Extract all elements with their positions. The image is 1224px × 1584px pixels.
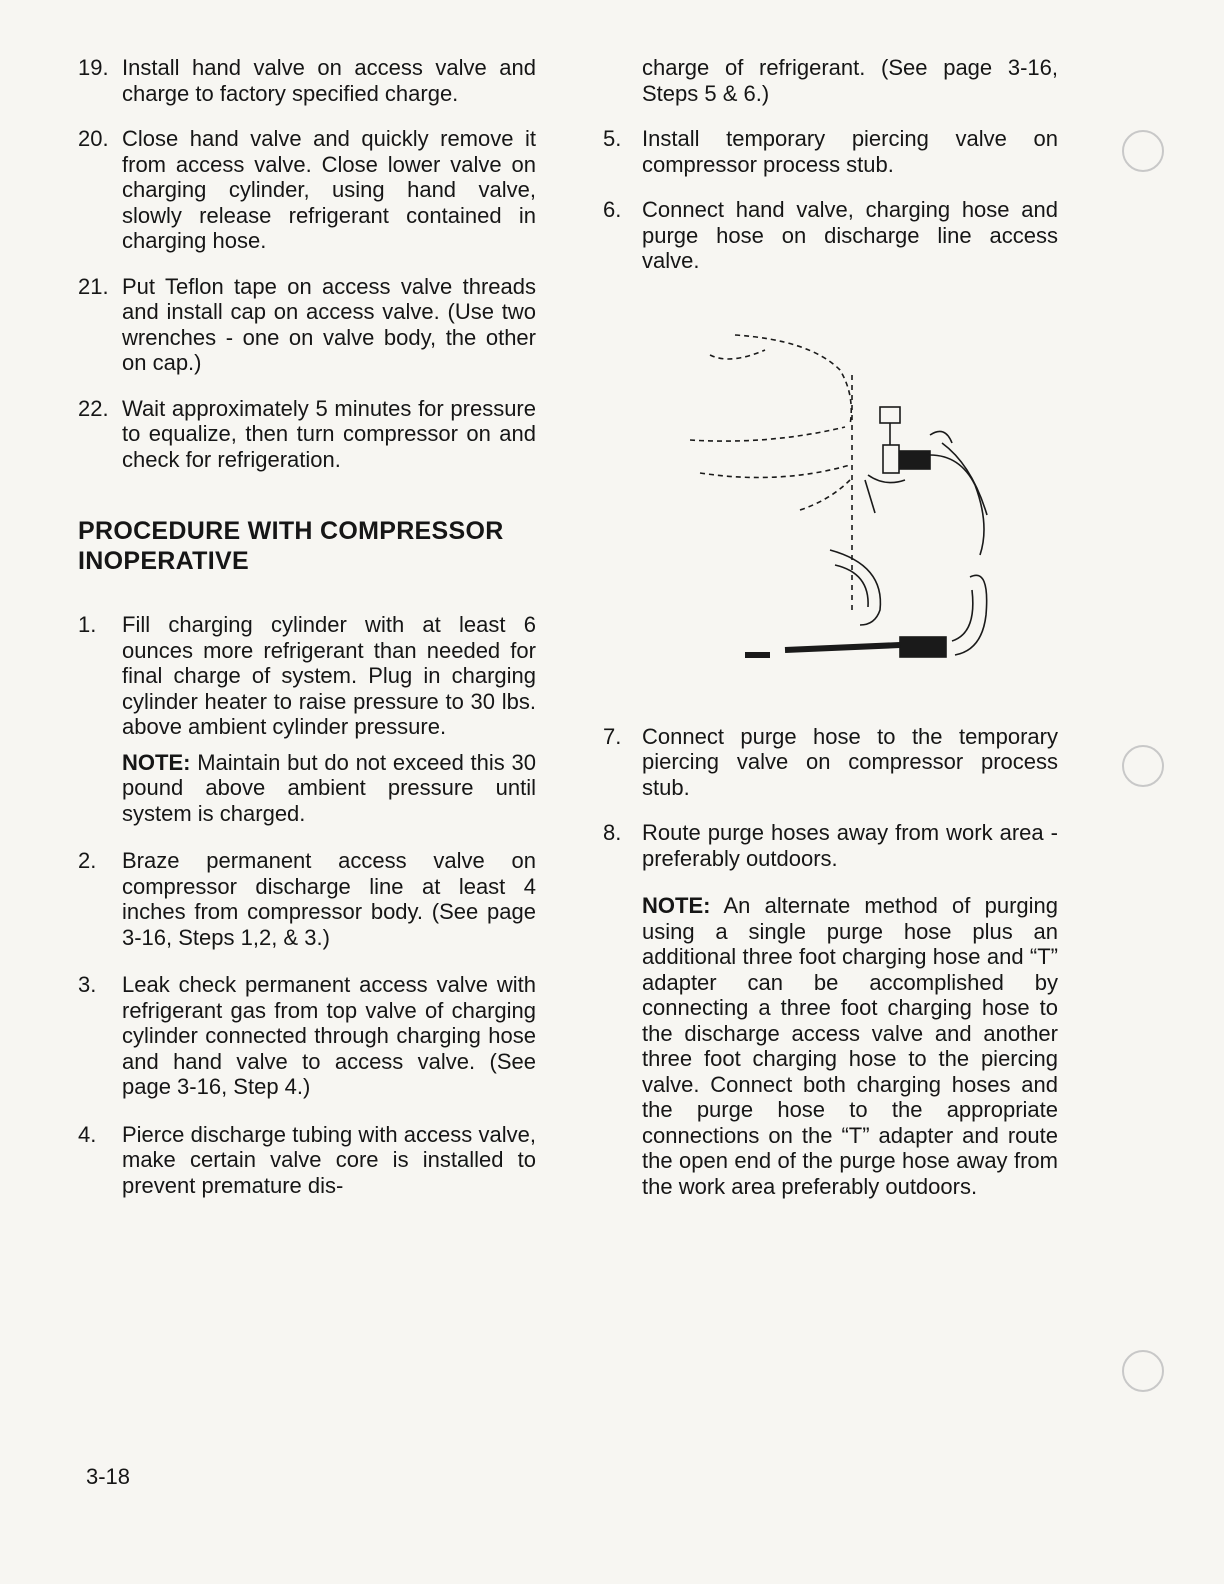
- step-number: 1.: [78, 612, 97, 637]
- step-number: 5.: [603, 126, 622, 151]
- procedure-step-3: [78, 972, 536, 1100]
- purge-hose: [955, 575, 987, 655]
- valve-handle: [880, 407, 900, 423]
- note-label: NOTE:: [122, 749, 191, 775]
- hose-end: [930, 431, 952, 443]
- procedure-step-8: [598, 820, 1058, 871]
- step-number: 19.: [78, 55, 109, 80]
- procedure-step-6: [598, 197, 1058, 274]
- continuation-text: charge of refrigerant. (See page 3-16, Steps 5 & 6.): [642, 55, 1058, 106]
- step-21: [78, 274, 536, 376]
- purge-hose-tube: [785, 645, 900, 650]
- step-number: 6.: [603, 197, 622, 222]
- note-pressure: [78, 750, 536, 827]
- step-text: Install temporary piercing valve on compressor process stub.: [642, 126, 1058, 177]
- access-valve: [868, 475, 905, 483]
- note-label: NOTE:: [642, 893, 711, 918]
- step-number: 3.: [78, 972, 97, 997]
- step-number: 20.: [78, 126, 109, 151]
- step-number: 2.: [78, 848, 97, 873]
- step-text: Close hand valve and quickly remove it from access valve. Close lower valve on charging cylinder, using hand valve, slowly release refrigerant contained in charging hose.: [122, 126, 536, 253]
- process-stub-curve: [830, 550, 880, 625]
- punch-hole: [1122, 745, 1164, 787]
- charging-hose: [930, 455, 984, 555]
- purge-hose: [952, 590, 973, 641]
- step-number: 7.: [603, 723, 622, 749]
- step-19: [78, 55, 536, 106]
- tubing-outline-dashed: [735, 335, 851, 425]
- step-text: Pierce discharge tubing with access valve, make certain valve core is installed to prevent premature dis-: [122, 1121, 536, 1198]
- tubing-outline-dashed: [690, 427, 845, 441]
- procedure-step-2: [78, 848, 536, 950]
- piercing-valve-fitting: [900, 637, 946, 657]
- step-number: 4.: [78, 1121, 97, 1147]
- left-column: [78, 55, 536, 1198]
- tubing-outline-dashed: [710, 350, 765, 359]
- access-valve: [865, 480, 875, 513]
- step-text: Connect hand valve, charging hose and purge hose on discharge line access valve.: [642, 197, 1058, 273]
- step-number: 8.: [603, 820, 622, 845]
- step-text: Braze permanent access valve on compressor discharge line at least 4 inches from compressor body. (See page 3-16, Steps 1,2, & 3.): [122, 848, 536, 950]
- step-text: Fill charging cylinder with at least 6 ounces more refrigerant than needed for final charge of system. Plug in charging cylinder heater to raise pressure to 30 lbs. above ambient cylinder pressure.: [122, 612, 536, 739]
- step-number: 22.: [78, 395, 109, 421]
- tubing-outline-dashed: [800, 480, 850, 510]
- step-20: [78, 126, 536, 254]
- step-text: Leak check permanent access valve with refrigerant gas from top valve of charging cylinder connected through charging hose and hand valve to access valve. (See page 3-16, Step 4.): [122, 972, 536, 1099]
- procedure-step-7: [598, 724, 1058, 801]
- step-text: Wait approximately 5 minutes for pressure to equalize, then turn compressor on and check for refrigeration.: [122, 395, 536, 472]
- note-text: Maintain but do not exceed this 30 pound above ambient pressure until system is charged.: [122, 749, 536, 826]
- procedure-step-4: [78, 1122, 536, 1199]
- hand-valve-body: [883, 445, 899, 473]
- step-text: Route purge hoses away from work area - preferably outdoors.: [642, 820, 1058, 871]
- section-heading: PROCEDURE WITH COMPRESSOR INOPERATIVE: [78, 517, 504, 575]
- note-text: An alternate method of purging using a single purge hose plus an additional three foot charging hose and “T” adapter can be accomplished by connecting a three foot charging hose to the discharge access valve and another three foot charging hose to the piercing valve. Connect both charging hoses and the purge hose to the appropriate connections on the “T” adapter and route the open end of the purge hose away from the work area preferably outdoors.: [642, 893, 1058, 1199]
- step-text: Put Teflon tape on access valve threads and install cap on access valve. (Use two wrenches - one on valve body, the other on cap.): [122, 273, 536, 375]
- step-text: Install hand valve on access valve and charge to factory specified charge.: [122, 55, 536, 106]
- procedure-step-5: [598, 126, 1058, 177]
- punch-hole: [1122, 130, 1164, 172]
- tubing-outline-dashed: [700, 465, 850, 478]
- piercing-valve-diagram: [690, 315, 1050, 715]
- step-number: 21.: [78, 273, 109, 299]
- hose-fitting: [900, 451, 930, 469]
- punch-hole: [1122, 1350, 1164, 1392]
- page-number: 3-18: [86, 1464, 131, 1489]
- note-alternate-method: [598, 893, 1058, 1199]
- procedure-step-1: [78, 612, 536, 740]
- step-22: [78, 396, 536, 473]
- step-text: Connect purge hose to the temporary piercing valve on compressor process stub.: [642, 723, 1058, 800]
